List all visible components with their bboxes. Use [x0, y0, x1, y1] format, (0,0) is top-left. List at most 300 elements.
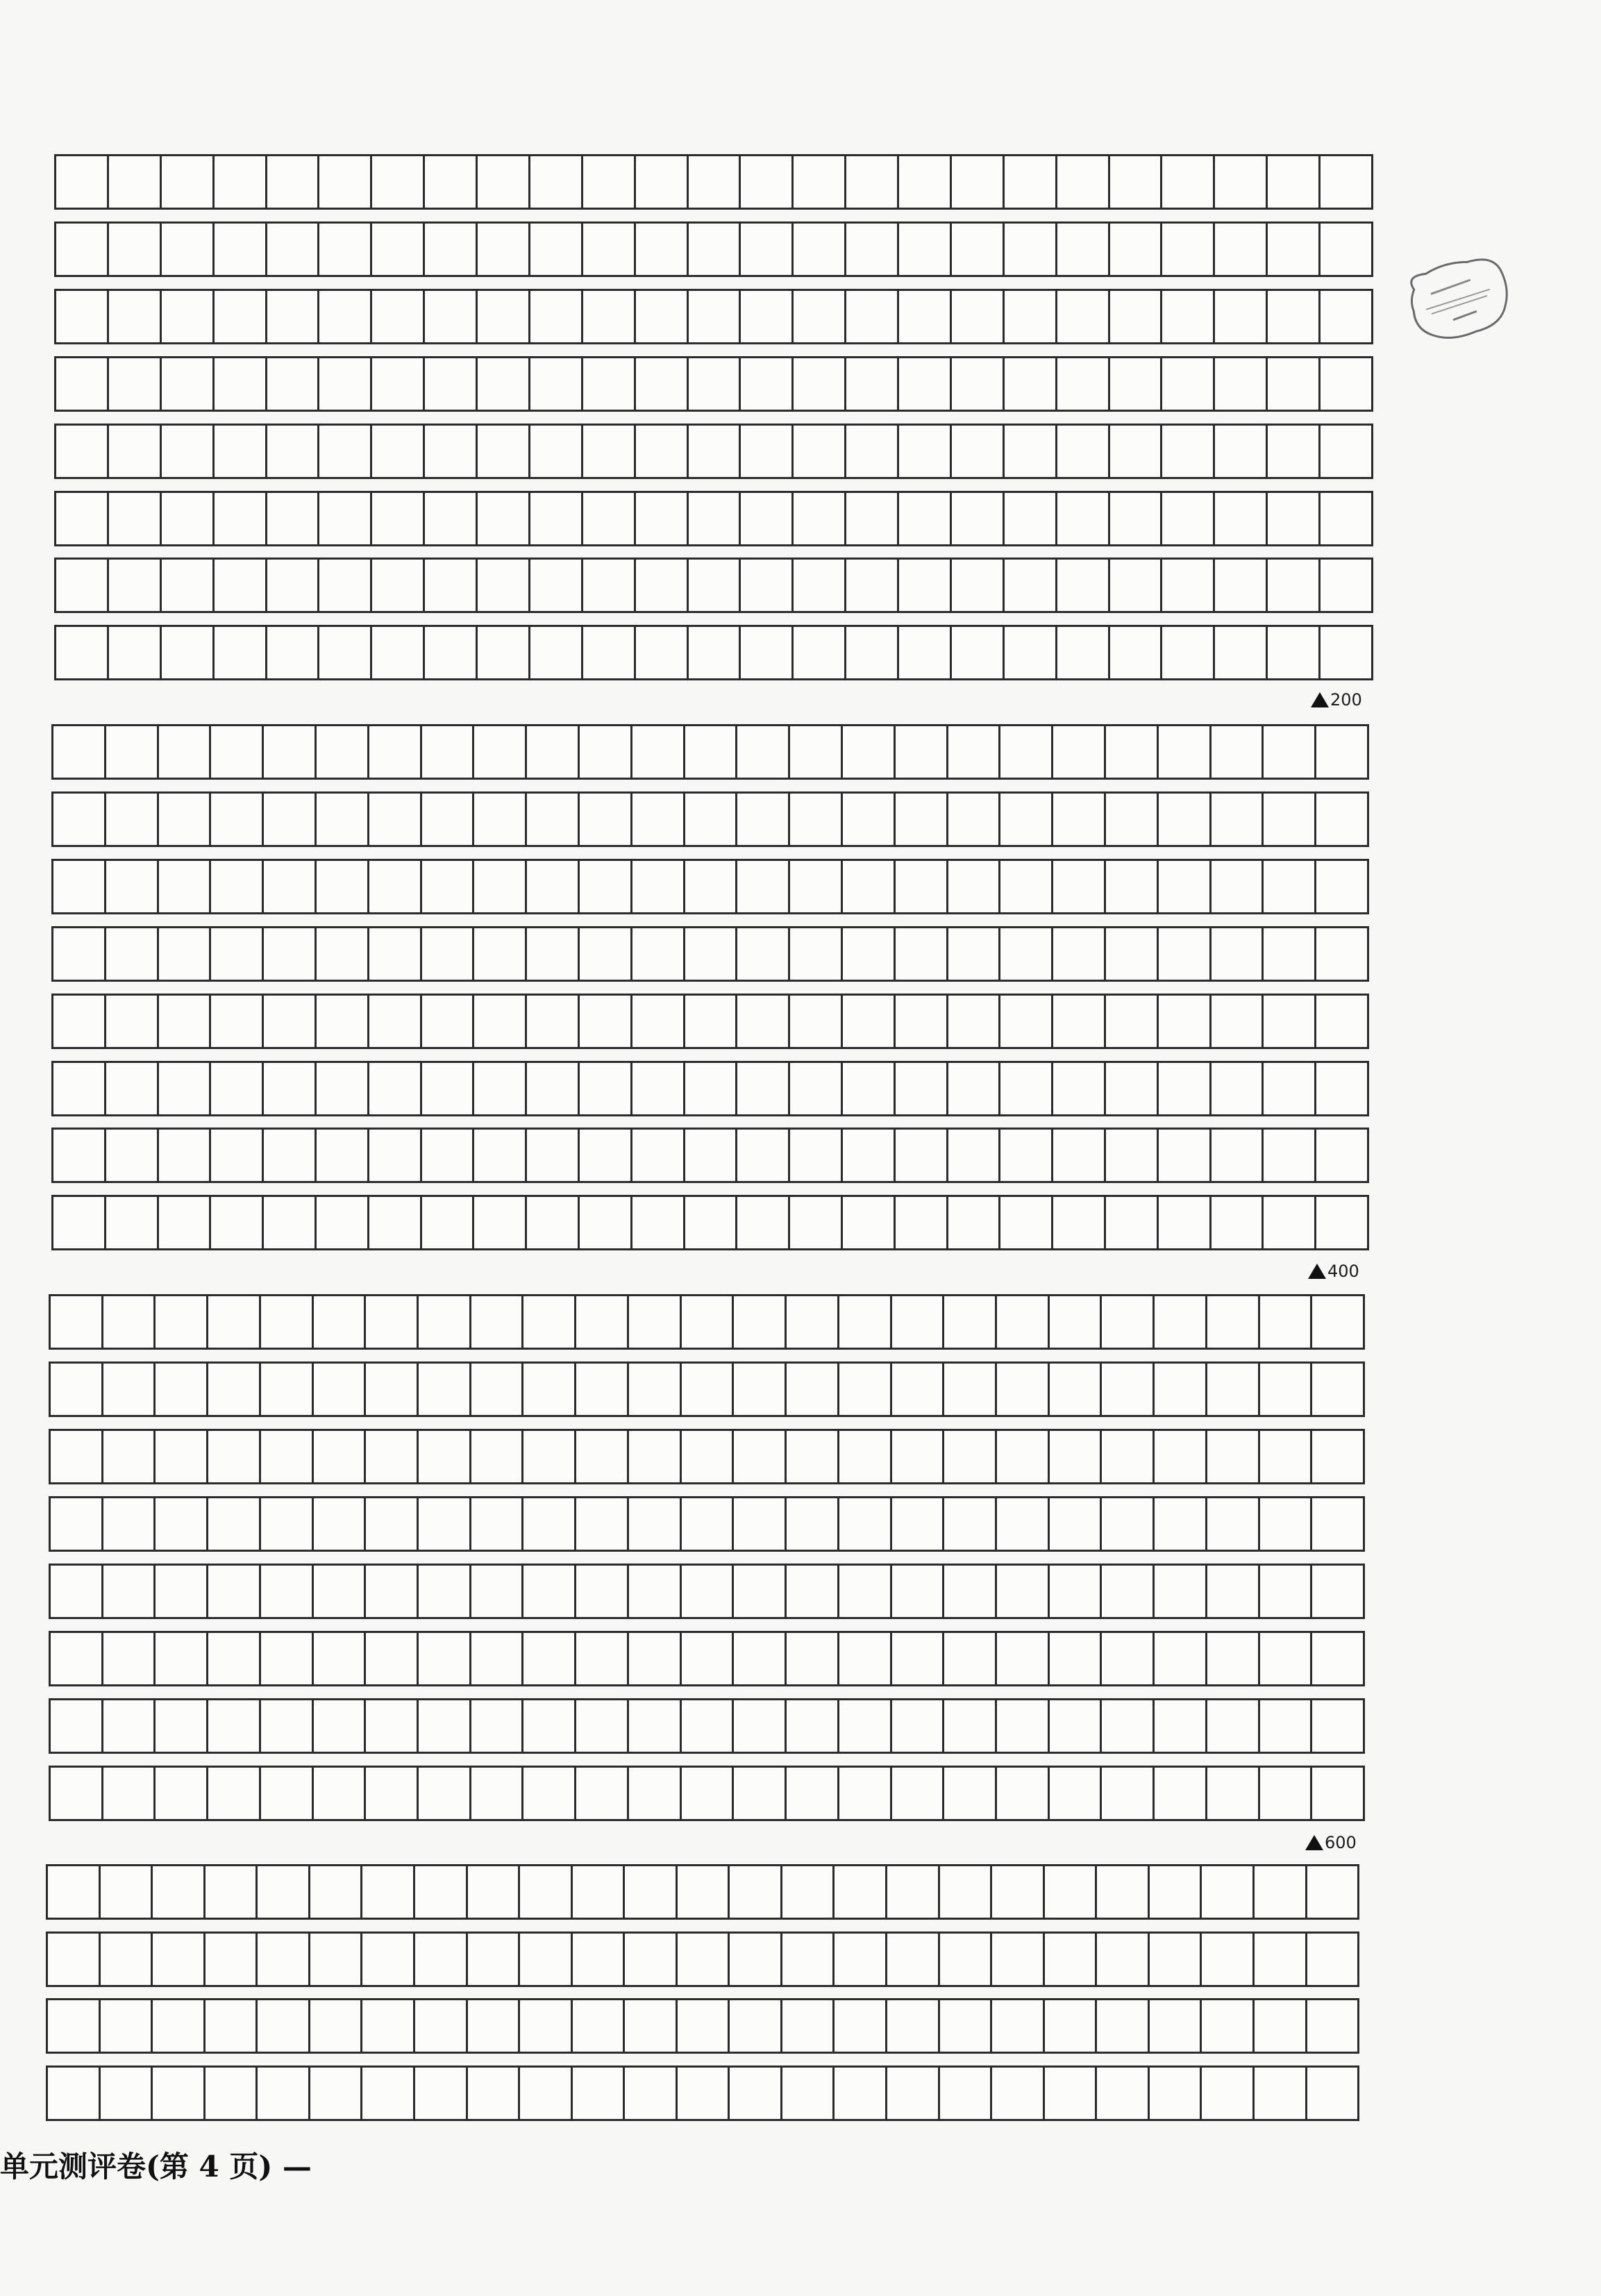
grid-cell[interactable] [369, 1130, 422, 1181]
grid-cell[interactable] [261, 1633, 314, 1684]
grid-cell[interactable] [215, 560, 267, 611]
grid-cell[interactable] [53, 726, 106, 778]
grid-cell[interactable] [53, 928, 106, 980]
grid-cell[interactable] [944, 1633, 997, 1684]
grid-cell[interactable] [839, 1768, 892, 1819]
grid-cell[interactable] [790, 861, 843, 912]
grid-cell[interactable] [1260, 1768, 1313, 1819]
grid-cell[interactable] [419, 1633, 471, 1684]
grid-cell[interactable] [159, 996, 212, 1047]
grid-cell[interactable] [319, 627, 372, 678]
grid-cell[interactable] [1307, 2000, 1358, 2052]
grid-cell[interactable] [314, 1431, 367, 1482]
grid-cell[interactable] [1106, 1130, 1159, 1181]
grid-cell[interactable] [317, 1197, 369, 1248]
grid-cell[interactable] [1159, 928, 1212, 980]
grid-cell[interactable] [422, 861, 475, 912]
grid-cell[interactable] [1005, 156, 1057, 208]
grid-cell[interactable] [1321, 224, 1371, 275]
grid-cell[interactable] [215, 291, 267, 342]
grid-cell[interactable] [527, 861, 580, 912]
grid-cell[interactable] [372, 358, 425, 410]
grid-cell[interactable] [790, 996, 843, 1047]
grid-cell[interactable] [1155, 1768, 1207, 1819]
grid-cell[interactable] [48, 1866, 101, 1918]
grid-cell[interactable] [314, 1700, 367, 1752]
grid-cell[interactable] [1159, 1063, 1212, 1114]
grid-cell[interactable] [530, 627, 583, 678]
grid-cell[interactable] [48, 2068, 101, 2119]
grid-cell[interactable] [211, 861, 264, 912]
grid-cell[interactable] [580, 996, 632, 1047]
grid-cell[interactable] [940, 1934, 993, 1985]
grid-cell[interactable] [734, 1633, 787, 1684]
grid-cell[interactable] [156, 1296, 208, 1348]
grid-cell[interactable] [1264, 1197, 1316, 1248]
grid-cell[interactable] [948, 1197, 1001, 1248]
grid-cell[interactable] [314, 1566, 367, 1617]
grid-cell[interactable] [1207, 1768, 1260, 1819]
grid-cell[interactable] [527, 794, 580, 845]
grid-cell[interactable] [948, 861, 1001, 912]
grid-cell[interactable] [839, 1633, 892, 1684]
grid-cell[interactable] [734, 1498, 787, 1550]
grid-cell[interactable] [1321, 560, 1371, 611]
grid-cell[interactable] [1212, 1063, 1264, 1114]
grid-cell[interactable] [156, 1431, 208, 1482]
grid-cell[interactable] [940, 1866, 993, 1918]
grid-cell[interactable] [106, 996, 159, 1047]
grid-cell[interactable] [1321, 156, 1371, 208]
grid-cell[interactable] [685, 996, 738, 1047]
grid-cell[interactable] [794, 426, 846, 477]
grid-cell[interactable] [314, 1498, 367, 1550]
grid-cell[interactable] [846, 493, 899, 544]
grid-cell[interactable] [835, 1934, 887, 1985]
grid-cell[interactable] [1260, 1566, 1313, 1617]
grid-cell[interactable] [741, 291, 794, 342]
grid-cell[interactable] [794, 560, 846, 611]
grid-cell[interactable] [782, 2000, 835, 2052]
grid-cell[interactable] [258, 1866, 310, 1918]
grid-cell[interactable] [1312, 1700, 1363, 1752]
grid-cell[interactable] [366, 1498, 419, 1550]
grid-cell[interactable] [156, 1364, 208, 1415]
grid-cell[interactable] [1097, 2068, 1150, 2119]
grid-cell[interactable] [372, 627, 425, 678]
grid-cell[interactable] [162, 426, 215, 477]
grid-cell[interactable] [1102, 1364, 1155, 1415]
grid-cell[interactable] [794, 291, 846, 342]
grid-cell[interactable] [215, 627, 267, 678]
grid-cell[interactable] [573, 1866, 626, 1918]
grid-cell[interactable] [206, 1866, 258, 1918]
grid-cell[interactable] [1321, 358, 1371, 410]
grid-cell[interactable] [685, 1063, 738, 1114]
grid-cell[interactable] [314, 1633, 367, 1684]
grid-cell[interactable] [474, 1130, 527, 1181]
grid-cell[interactable] [1005, 291, 1057, 342]
grid-cell[interactable] [1162, 291, 1215, 342]
grid-cell[interactable] [787, 1768, 839, 1819]
grid-cell[interactable] [53, 996, 106, 1047]
grid-cell[interactable] [425, 224, 478, 275]
grid-cell[interactable] [952, 224, 1005, 275]
grid-cell[interactable] [530, 358, 583, 410]
grid-cell[interactable] [835, 2000, 887, 2052]
grid-cell[interactable] [523, 1296, 576, 1348]
grid-cell[interactable] [741, 156, 794, 208]
grid-cell[interactable] [583, 291, 636, 342]
grid-cell[interactable] [208, 1768, 261, 1819]
grid-cell[interactable] [310, 1934, 363, 1985]
grid-cell[interactable] [741, 560, 794, 611]
grid-cell[interactable] [317, 794, 369, 845]
grid-cell[interactable] [892, 1364, 945, 1415]
grid-cell[interactable] [1057, 560, 1110, 611]
grid-cell[interactable] [1106, 726, 1159, 778]
grid-cell[interactable] [741, 224, 794, 275]
grid-cell[interactable] [839, 1566, 892, 1617]
grid-cell[interactable] [1097, 1934, 1150, 1985]
grid-cell[interactable] [1050, 1768, 1103, 1819]
grid-cell[interactable] [425, 291, 478, 342]
grid-cell[interactable] [1212, 726, 1264, 778]
grid-cell[interactable] [899, 426, 952, 477]
grid-cell[interactable] [678, 2068, 730, 2119]
grid-cell[interactable] [425, 627, 478, 678]
grid-cell[interactable] [1050, 1498, 1103, 1550]
grid-cell[interactable] [109, 627, 162, 678]
grid-cell[interactable] [156, 1633, 208, 1684]
grid-cell[interactable] [1005, 493, 1057, 544]
grid-cell[interactable] [1155, 1700, 1207, 1752]
grid-cell[interactable] [896, 861, 948, 912]
grid-cell[interactable] [471, 1431, 524, 1482]
grid-cell[interactable] [1057, 627, 1110, 678]
grid-cell[interactable] [940, 2068, 993, 2119]
grid-cell[interactable] [215, 426, 267, 477]
grid-cell[interactable] [1150, 1934, 1202, 1985]
grid-cell[interactable] [468, 1866, 521, 1918]
grid-cell[interactable] [419, 1768, 471, 1819]
grid-cell[interactable] [1000, 794, 1053, 845]
grid-cell[interactable] [636, 560, 689, 611]
grid-cell[interactable] [1264, 861, 1316, 912]
grid-cell[interactable] [1000, 996, 1053, 1047]
grid-cell[interactable] [1110, 156, 1163, 208]
grid-cell[interactable] [625, 1866, 678, 1918]
grid-cell[interactable] [1050, 1364, 1103, 1415]
grid-cell[interactable] [1215, 224, 1268, 275]
grid-cell[interactable] [314, 1296, 367, 1348]
grid-cell[interactable] [730, 1866, 782, 1918]
grid-cell[interactable] [839, 1700, 892, 1752]
grid-cell[interactable] [53, 794, 106, 845]
grid-cell[interactable] [1212, 861, 1264, 912]
grid-cell[interactable] [1000, 861, 1053, 912]
grid-cell[interactable] [737, 1130, 790, 1181]
grid-cell[interactable] [425, 560, 478, 611]
grid-cell[interactable] [267, 426, 320, 477]
grid-cell[interactable] [997, 1498, 1050, 1550]
grid-cell[interactable] [839, 1364, 892, 1415]
grid-cell[interactable] [156, 1498, 208, 1550]
grid-cell[interactable] [1102, 1700, 1155, 1752]
grid-cell[interactable] [1202, 2068, 1255, 2119]
grid-cell[interactable] [1264, 1130, 1316, 1181]
grid-cell[interactable] [523, 1364, 576, 1415]
grid-cell[interactable] [737, 928, 790, 980]
grid-cell[interactable] [794, 156, 846, 208]
grid-cell[interactable] [1110, 627, 1163, 678]
grid-cell[interactable] [1215, 493, 1268, 544]
grid-cell[interactable] [471, 1633, 524, 1684]
grid-cell[interactable] [1155, 1364, 1207, 1415]
grid-cell[interactable] [682, 1364, 735, 1415]
grid-cell[interactable] [208, 1296, 261, 1348]
grid-cell[interactable] [1110, 493, 1163, 544]
grid-cell[interactable] [580, 794, 632, 845]
grid-cell[interactable] [422, 928, 475, 980]
grid-cell[interactable] [1102, 1768, 1155, 1819]
grid-cell[interactable] [419, 1296, 471, 1348]
grid-cell[interactable] [372, 224, 425, 275]
grid-cell[interactable] [471, 1566, 524, 1617]
grid-cell[interactable] [314, 1364, 367, 1415]
grid-cell[interactable] [940, 2000, 993, 2052]
grid-cell[interactable] [1268, 560, 1321, 611]
grid-cell[interactable] [790, 1063, 843, 1114]
grid-cell[interactable] [1000, 726, 1053, 778]
grid-cell[interactable] [474, 996, 527, 1047]
grid-cell[interactable] [267, 156, 320, 208]
grid-cell[interactable] [737, 1197, 790, 1248]
grid-cell[interactable] [415, 1866, 468, 1918]
grid-cell[interactable] [1207, 1296, 1260, 1348]
grid-cell[interactable] [689, 426, 741, 477]
grid-cell[interactable] [846, 426, 899, 477]
grid-cell[interactable] [319, 560, 372, 611]
grid-cell[interactable] [1260, 1700, 1313, 1752]
grid-cell[interactable] [580, 861, 632, 912]
grid-cell[interactable] [734, 1364, 787, 1415]
grid-cell[interactable] [366, 1296, 419, 1348]
grid-cell[interactable] [1312, 1498, 1363, 1550]
grid-cell[interactable] [1005, 560, 1057, 611]
grid-cell[interactable] [892, 1633, 945, 1684]
grid-cell[interactable] [162, 358, 215, 410]
grid-cell[interactable] [1215, 358, 1268, 410]
grid-cell[interactable] [1316, 1130, 1367, 1181]
grid-cell[interactable] [527, 1197, 580, 1248]
grid-cell[interactable] [362, 1866, 415, 1918]
grid-cell[interactable] [530, 493, 583, 544]
grid-cell[interactable] [520, 2068, 573, 2119]
grid-cell[interactable] [319, 291, 372, 342]
grid-cell[interactable] [48, 1934, 101, 1985]
grid-cell[interactable] [103, 1498, 156, 1550]
grid-cell[interactable] [737, 794, 790, 845]
grid-cell[interactable] [1155, 1566, 1207, 1617]
grid-cell[interactable] [530, 560, 583, 611]
grid-cell[interactable] [1110, 560, 1163, 611]
grid-cell[interactable] [1264, 996, 1316, 1047]
grid-cell[interactable] [583, 358, 636, 410]
grid-cell[interactable] [843, 1063, 896, 1114]
grid-cell[interactable] [896, 928, 948, 980]
grid-cell[interactable] [264, 726, 317, 778]
grid-cell[interactable] [51, 1700, 103, 1752]
grid-cell[interactable] [422, 1130, 475, 1181]
grid-cell[interactable] [682, 1633, 735, 1684]
grid-cell[interactable] [741, 627, 794, 678]
grid-cell[interactable] [419, 1431, 471, 1482]
grid-cell[interactable] [1312, 1566, 1363, 1617]
grid-cell[interactable] [887, 1934, 940, 1985]
grid-cell[interactable] [1255, 2068, 1307, 2119]
grid-cell[interactable] [1045, 2068, 1098, 2119]
grid-cell[interactable] [56, 156, 109, 208]
grid-cell[interactable] [520, 1934, 573, 1985]
grid-cell[interactable] [53, 1197, 106, 1248]
grid-cell[interactable] [1264, 726, 1316, 778]
grid-cell[interactable] [741, 426, 794, 477]
grid-cell[interactable] [843, 1130, 896, 1181]
grid-cell[interactable] [478, 156, 530, 208]
grid-cell[interactable] [1268, 224, 1321, 275]
grid-cell[interactable] [1106, 928, 1159, 980]
grid-cell[interactable] [1053, 794, 1106, 845]
grid-cell[interactable] [258, 2068, 310, 2119]
grid-cell[interactable] [471, 1364, 524, 1415]
grid-cell[interactable] [682, 1768, 735, 1819]
grid-cell[interactable] [523, 1633, 576, 1684]
grid-cell[interactable] [422, 996, 475, 1047]
grid-cell[interactable] [317, 861, 369, 912]
grid-cell[interactable] [685, 726, 738, 778]
grid-cell[interactable] [267, 560, 320, 611]
grid-cell[interactable] [625, 2068, 678, 2119]
grid-cell[interactable] [1215, 291, 1268, 342]
grid-cell[interactable] [1202, 1934, 1255, 1985]
grid-cell[interactable] [1050, 1633, 1103, 1684]
grid-cell[interactable] [580, 1063, 632, 1114]
grid-cell[interactable] [730, 1934, 782, 1985]
grid-cell[interactable] [314, 1768, 367, 1819]
grid-cell[interactable] [103, 1296, 156, 1348]
grid-cell[interactable] [678, 1934, 730, 1985]
grid-cell[interactable] [1106, 1197, 1159, 1248]
grid-cell[interactable] [896, 1197, 948, 1248]
grid-cell[interactable] [952, 426, 1005, 477]
grid-cell[interactable] [782, 1866, 835, 1918]
grid-cell[interactable] [685, 1130, 738, 1181]
grid-cell[interactable] [372, 493, 425, 544]
grid-cell[interactable] [362, 2068, 415, 2119]
grid-cell[interactable] [106, 1063, 159, 1114]
grid-cell[interactable] [790, 928, 843, 980]
grid-cell[interactable] [948, 726, 1001, 778]
grid-cell[interactable] [478, 291, 530, 342]
grid-cell[interactable] [372, 426, 425, 477]
grid-cell[interactable] [264, 1063, 317, 1114]
grid-cell[interactable] [1053, 1130, 1106, 1181]
grid-cell[interactable] [527, 1063, 580, 1114]
grid-cell[interactable] [319, 358, 372, 410]
grid-cell[interactable] [1316, 726, 1367, 778]
grid-cell[interactable] [689, 224, 741, 275]
grid-cell[interactable] [51, 1296, 103, 1348]
grid-cell[interactable] [678, 1866, 730, 1918]
grid-cell[interactable] [839, 1498, 892, 1550]
grid-cell[interactable] [1268, 156, 1321, 208]
grid-cell[interactable] [372, 291, 425, 342]
grid-cell[interactable] [846, 291, 899, 342]
grid-cell[interactable] [1312, 1364, 1363, 1415]
grid-cell[interactable] [106, 861, 159, 912]
grid-cell[interactable] [1316, 861, 1367, 912]
grid-cell[interactable] [846, 627, 899, 678]
grid-cell[interactable] [576, 1431, 629, 1482]
grid-cell[interactable] [51, 1431, 103, 1482]
grid-cell[interactable] [56, 224, 109, 275]
grid-cell[interactable] [478, 560, 530, 611]
grid-cell[interactable] [948, 794, 1001, 845]
grid-cell[interactable] [101, 2000, 153, 2052]
grid-cell[interactable] [992, 2000, 1045, 2052]
grid-cell[interactable] [261, 1364, 314, 1415]
grid-cell[interactable] [629, 1498, 682, 1550]
grid-cell[interactable] [159, 928, 212, 980]
grid-cell[interactable] [366, 1364, 419, 1415]
grid-cell[interactable] [689, 358, 741, 410]
grid-cell[interactable] [1312, 1768, 1363, 1819]
grid-cell[interactable] [153, 2068, 206, 2119]
grid-cell[interactable] [1264, 1063, 1316, 1114]
grid-cell[interactable] [1110, 224, 1163, 275]
grid-cell[interactable] [53, 861, 106, 912]
grid-cell[interactable] [319, 493, 372, 544]
grid-cell[interactable] [267, 224, 320, 275]
grid-cell[interactable] [790, 1130, 843, 1181]
grid-cell[interactable] [636, 224, 689, 275]
grid-cell[interactable] [1057, 156, 1110, 208]
grid-cell[interactable] [1321, 627, 1371, 678]
grid-cell[interactable] [997, 1296, 1050, 1348]
grid-cell[interactable] [1155, 1498, 1207, 1550]
grid-cell[interactable] [1316, 794, 1367, 845]
grid-cell[interactable] [208, 1498, 261, 1550]
grid-cell[interactable] [1110, 426, 1163, 477]
grid-cell[interactable] [310, 2000, 363, 2052]
grid-cell[interactable] [835, 2068, 887, 2119]
grid-cell[interactable] [162, 156, 215, 208]
grid-cell[interactable] [1307, 1934, 1358, 1985]
grid-cell[interactable] [366, 1566, 419, 1617]
grid-cell[interactable] [366, 1633, 419, 1684]
grid-cell[interactable] [208, 1431, 261, 1482]
grid-cell[interactable] [576, 1364, 629, 1415]
grid-cell[interactable] [629, 1364, 682, 1415]
grid-cell[interactable] [474, 861, 527, 912]
grid-cell[interactable] [843, 794, 896, 845]
grid-cell[interactable] [576, 1566, 629, 1617]
grid-cell[interactable] [734, 1700, 787, 1752]
grid-cell[interactable] [468, 2068, 521, 2119]
grid-cell[interactable] [899, 358, 952, 410]
grid-cell[interactable] [734, 1431, 787, 1482]
